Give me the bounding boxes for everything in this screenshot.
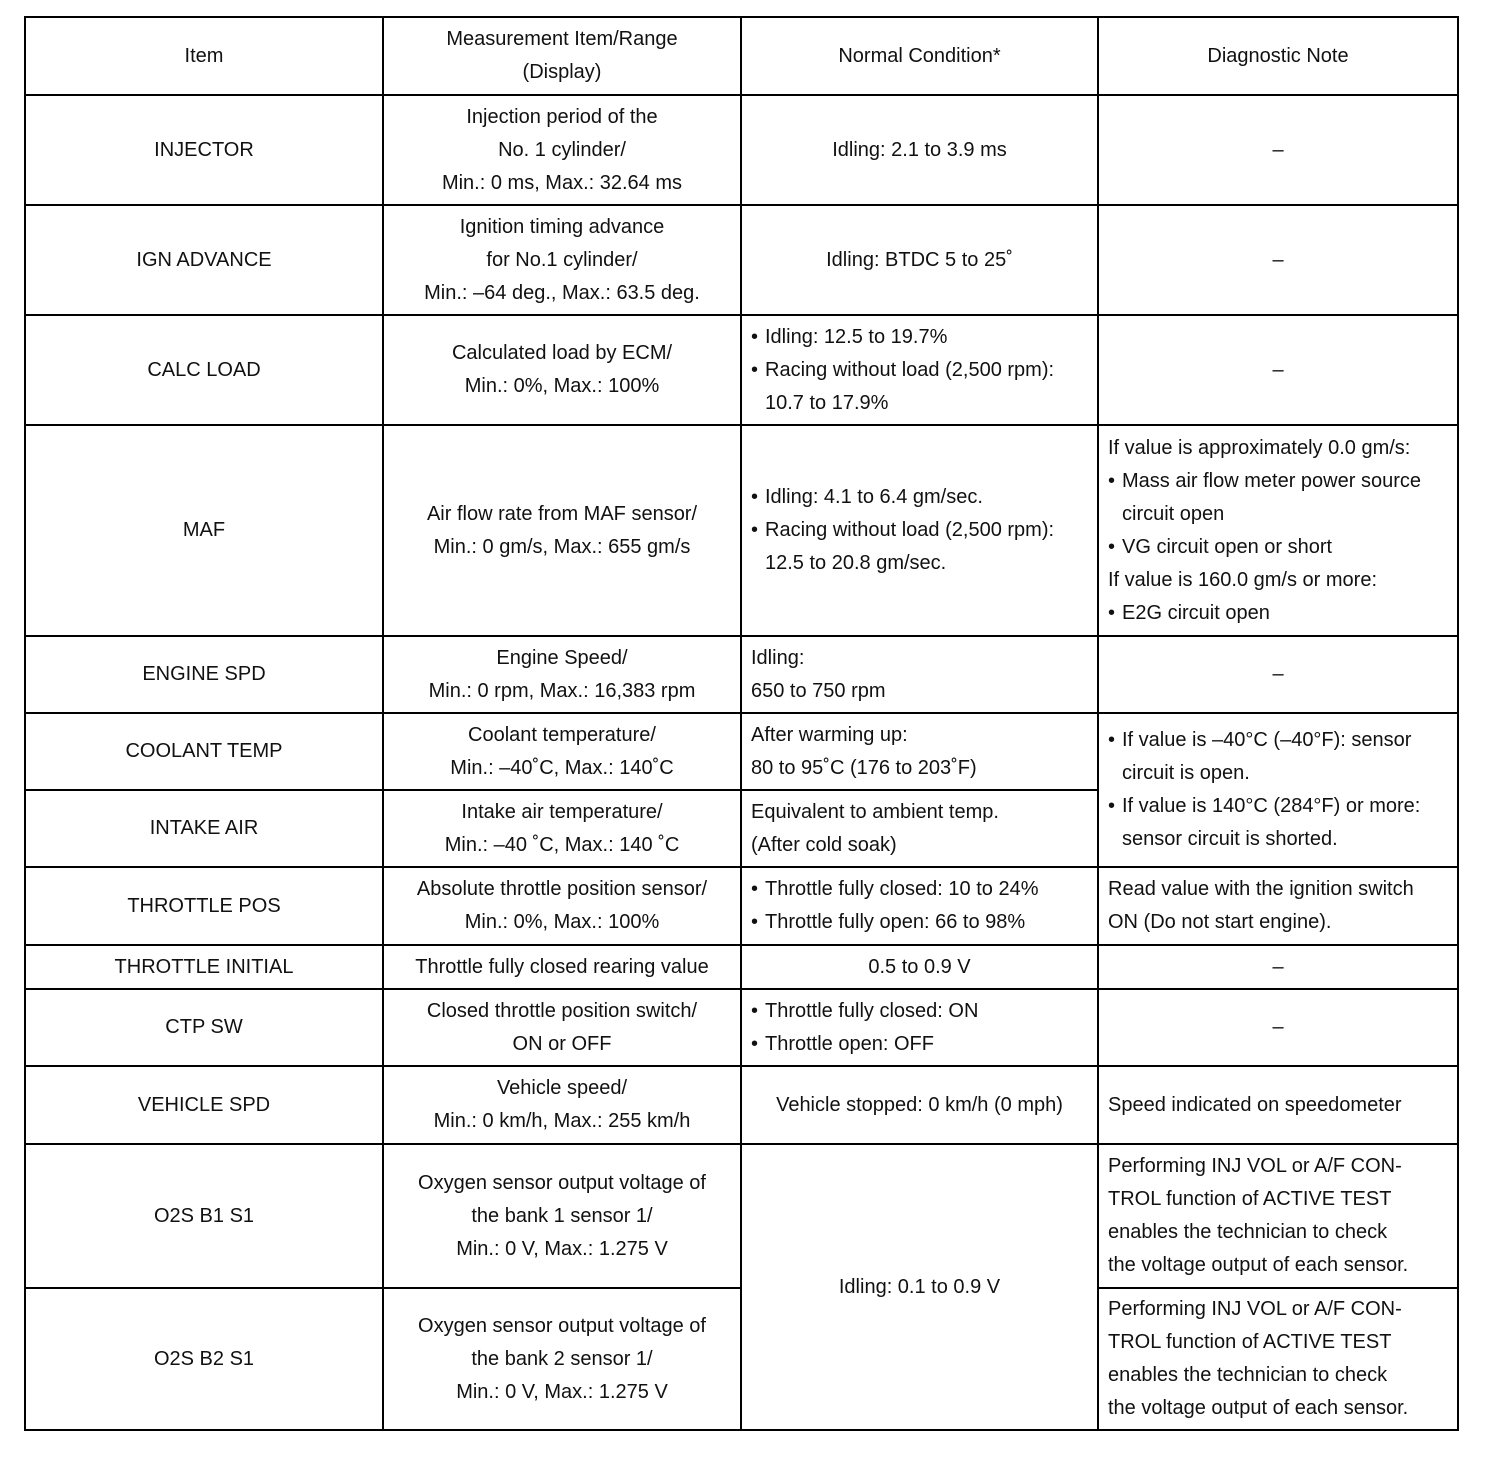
- item-cell: ENGINE SPD: [25, 636, 383, 713]
- measurement-line: Min.: 0 ms, Max.: 32.64 ms: [441, 171, 683, 194]
- measurement-line: Min.: 0%, Max.: 100%: [464, 375, 660, 397]
- note-line: the voltage output of each sensor.: [1108, 1254, 1409, 1276]
- measurement-cell: [383, 989, 741, 1066]
- bullet-item: • Throttle fully closed: ON: [751, 995, 1088, 1028]
- diagnostic-note-cell: Speed indicated on speedometer: [1098, 1066, 1458, 1144]
- table-row: [25, 205, 1458, 315]
- diagnostic-note-cell: –: [1098, 315, 1458, 425]
- bullet-item: • E2G circuit open: [1108, 597, 1448, 630]
- item-cell: IGN ADVANCE: [25, 205, 383, 315]
- diagnostic-note-cell: –: [1098, 205, 1458, 315]
- table-row: [25, 95, 1458, 205]
- table-row: [25, 425, 1458, 636]
- diagnostic-note-cell: [1098, 1144, 1458, 1288]
- item-cell: THROTTLE POS: [25, 867, 383, 945]
- bullet-item: • If value is 140°C (284°F) or more: sensor circuit is shorted.: [1108, 790, 1448, 856]
- measurement-line: ON or OFF: [512, 1032, 612, 1055]
- normal-condition-cell: Vehicle stopped: 0 km/h (0 mph): [741, 1066, 1098, 1144]
- bullet-item: • Racing without load (2,500 rpm): 10.7 to 17.9%: [751, 354, 1088, 420]
- normal-condition-cell: [741, 867, 1098, 945]
- measurement-line: Min.: –64 deg., Max.: 63.5 deg.: [424, 281, 700, 304]
- measurement-line: Min.: –40˚C, Max.: 140˚C: [450, 756, 674, 779]
- normal-line: Idling:: [751, 646, 805, 669]
- diagnostic-note-cell: –: [1098, 989, 1458, 1066]
- table-row: [25, 1144, 1458, 1288]
- diagnostic-note-cell: [1098, 425, 1458, 636]
- diagnostic-note-cell: [1098, 1288, 1458, 1430]
- item-cell: INTAKE AIR: [25, 790, 383, 867]
- diagnostic-note-cell: [1098, 867, 1458, 945]
- measurement-cell: [383, 636, 741, 713]
- measurement-line: No. 1 cylinder/: [498, 138, 626, 161]
- bullet-item: • Idling: 4.1 to 6.4 gm/sec.: [751, 481, 1088, 514]
- measurement-cell: [383, 205, 741, 315]
- normal-condition-cell: Idling: 2.1 to 3.9 ms: [741, 95, 1098, 205]
- header-measurement: [383, 17, 741, 95]
- bullet-item: • If value is –40°C (–40°F): sensor circuit is open.: [1108, 724, 1448, 790]
- note-line: TROL function of ACTIVE TEST: [1108, 1331, 1392, 1353]
- measurement-line: Calculated load by ECM/: [451, 342, 673, 364]
- measurement-cell: [383, 1144, 741, 1288]
- measurement-cell: [383, 790, 741, 867]
- measurement-cell: [383, 315, 741, 425]
- measurement-cell: [383, 713, 741, 790]
- note-line: TROL function of ACTIVE TEST: [1108, 1188, 1392, 1210]
- measurement-line: the bank 1 sensor 1/: [471, 1204, 653, 1227]
- table-row: [25, 315, 1458, 425]
- measurement-line: Coolant temperature/: [468, 723, 656, 746]
- note-line: Performing INJ VOL or A/F CON-: [1108, 1298, 1402, 1320]
- note-intro: If value is approximately 0.0 gm/s:: [1108, 436, 1411, 459]
- header-row: [25, 17, 1458, 95]
- measurement-cell: [383, 1066, 741, 1144]
- note-line: Performing INJ VOL or A/F CON-: [1108, 1155, 1402, 1177]
- item-cell: CTP SW: [25, 989, 383, 1066]
- table-row: [25, 867, 1458, 945]
- measurement-line: Vehicle speed/: [496, 1077, 628, 1099]
- normal-condition-cell: [741, 425, 1098, 636]
- measurement-line: Ignition timing advance: [459, 215, 665, 238]
- table-row: [25, 945, 1458, 989]
- table-row: [25, 636, 1458, 713]
- normal-line: After warming up:: [751, 723, 908, 746]
- measurement-cell: [383, 95, 741, 205]
- bullet-item: • Throttle open: OFF: [751, 1028, 1088, 1061]
- normal-condition-cell: [741, 713, 1098, 790]
- measurement-line: Min.: 0 V, Max.: 1.275 V: [456, 1237, 668, 1260]
- normal-condition-cell: [741, 989, 1098, 1066]
- table-row: [25, 989, 1458, 1066]
- table-row: [25, 713, 1458, 790]
- note-intro: If value is 160.0 gm/s or more:: [1108, 568, 1378, 591]
- note-line: Read value with the ignition switch: [1108, 878, 1414, 900]
- measurement-line: the bank 2 sensor 1/: [471, 1347, 653, 1370]
- bullet-item: • Throttle fully open: 66 to 98%: [751, 906, 1088, 939]
- measurement-line: Min.: 0 km/h, Max.: 255 km/h: [433, 1110, 691, 1132]
- bullet-item: • Mass air flow meter power source circuit open: [1108, 465, 1448, 531]
- normal-line: 650 to 750 rpm: [751, 679, 886, 702]
- normal-line: Equivalent to ambient temp.: [751, 800, 999, 823]
- measurement-line: for No.1 cylinder/: [486, 248, 638, 271]
- measurement-cell: [383, 867, 741, 945]
- note-line: enables the technician to check: [1108, 1221, 1388, 1243]
- header-item: Item: [25, 17, 383, 95]
- measurement-line: Intake air temperature/: [461, 800, 663, 823]
- measurement-line: Injection period of the: [466, 105, 658, 128]
- measurement-line: Min.: 0 V, Max.: 1.275 V: [456, 1380, 668, 1403]
- measurement-line: Closed throttle position switch/: [426, 999, 698, 1022]
- item-cell: INJECTOR: [25, 95, 383, 205]
- table-row: [25, 1066, 1458, 1144]
- measurement-line: Air flow rate from MAF sensor/: [426, 502, 698, 525]
- measurement-line: Min.: 0 gm/s, Max.: 655 gm/s: [433, 535, 691, 558]
- item-cell: COOLANT TEMP: [25, 713, 383, 790]
- normal-condition-cell: Idling: 0.1 to 0.9 V: [741, 1144, 1098, 1430]
- measurement-line: Oxygen sensor output voltage of: [418, 1171, 706, 1194]
- measurement-line: Engine Speed/: [496, 646, 628, 669]
- diagnostic-note-cell: –: [1098, 636, 1458, 713]
- item-cell: THROTTLE INITIAL: [25, 945, 383, 989]
- note-line: enables the technician to check: [1108, 1364, 1388, 1386]
- measurement-line: Min.: 0%, Max.: 100%: [464, 911, 660, 933]
- item-cell: VEHICLE SPD: [25, 1066, 383, 1144]
- header-normal-condition: Normal Condition*: [741, 17, 1098, 95]
- diagnostic-note-cell: –: [1098, 95, 1458, 205]
- item-cell: MAF: [25, 425, 383, 636]
- header-measurement-line: (Display): [522, 61, 602, 83]
- bullet-item: • Throttle fully closed: 10 to 24%: [751, 873, 1088, 906]
- normal-condition-cell: [741, 636, 1098, 713]
- bullet-item: • VG circuit open or short: [1108, 531, 1448, 564]
- measurement-cell: Throttle fully closed rearing value: [383, 945, 741, 989]
- measurement-cell: [383, 1288, 741, 1430]
- header-measurement-line: Measurement Item/Range: [446, 28, 678, 50]
- measurement-line: Min.: –40 ˚C, Max.: 140 ˚C: [444, 833, 680, 856]
- header-diagnostic-note: Diagnostic Note: [1098, 17, 1458, 95]
- diagnostic-note-cell: [1098, 713, 1458, 867]
- normal-line: 80 to 95˚C (176 to 203˚F): [751, 756, 977, 779]
- measurement-line: Absolute throttle position sensor/: [416, 878, 708, 900]
- normal-condition-cell: Idling: BTDC 5 to 25˚: [741, 205, 1098, 315]
- data-list-table: [24, 16, 1459, 1431]
- diagnostic-note-cell: –: [1098, 945, 1458, 989]
- normal-condition-cell: [741, 315, 1098, 425]
- item-cell: O2S B1 S1: [25, 1144, 383, 1288]
- normal-line: (After cold soak): [751, 833, 897, 856]
- measurement-line: Min.: 0 rpm, Max.: 16,383 rpm: [428, 679, 696, 702]
- item-cell: CALC LOAD: [25, 315, 383, 425]
- note-line: the voltage output of each sensor.: [1108, 1397, 1409, 1419]
- bullet-item: • Idling: 12.5 to 19.7%: [751, 321, 1088, 354]
- measurement-line: Oxygen sensor output voltage of: [418, 1314, 706, 1337]
- normal-condition-cell: [741, 790, 1098, 867]
- measurement-cell: [383, 425, 741, 636]
- normal-condition-cell: 0.5 to 0.9 V: [741, 945, 1098, 989]
- note-line: ON (Do not start engine).: [1108, 911, 1332, 933]
- bullet-item: • Racing without load (2,500 rpm): 12.5 to 20.8 gm/sec.: [751, 514, 1088, 580]
- item-cell: O2S B2 S1: [25, 1288, 383, 1430]
